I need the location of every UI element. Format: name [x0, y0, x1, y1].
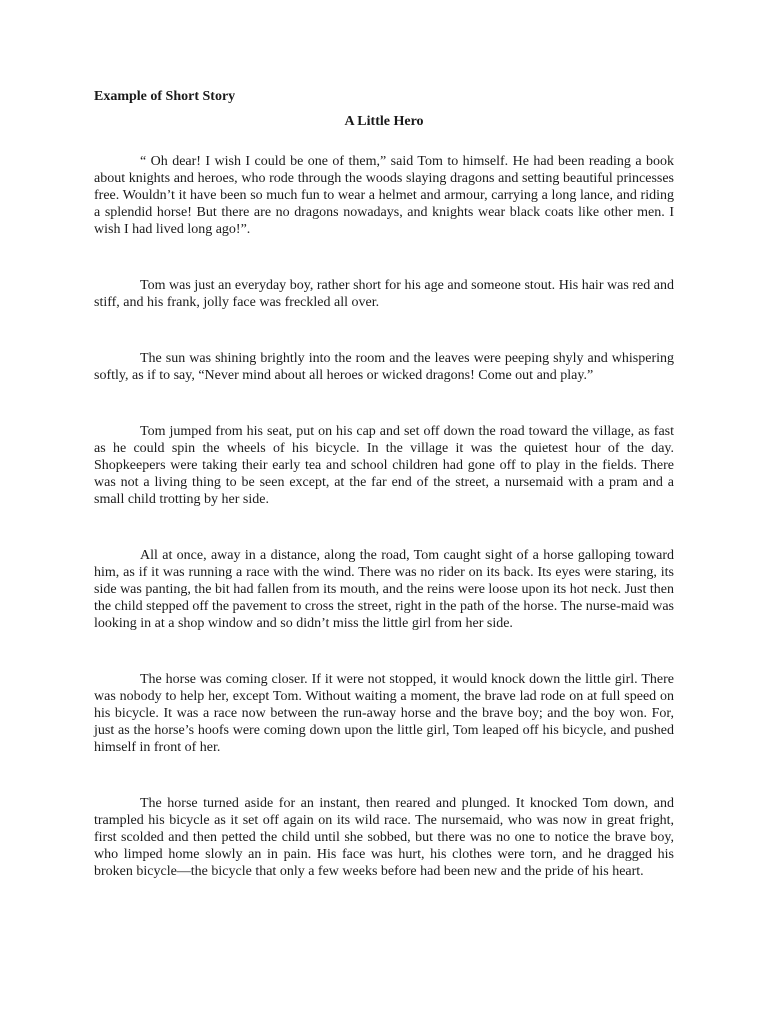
story-paragraph-5: All at once, away in a distance, along the road, Tom caught sight of a horse galloping toward him, as if it was running a race with the wind. There was no rider on its back. Its eyes were staring, its side was panting, the bit had fallen from its mouth, and the reins were loose upon its hot neck. Just then the child stepped off the pavement to cross the street, right in the path of the horse. The nurse-maid was looking in at a shop window and so didn’t miss the little girl from her side.: [94, 548, 674, 631]
story-paragraph-1: “ Oh dear! I wish I could be one of them,” said Tom to himself. He had been reading a book about knights and heroes, who rode through the woods slaying dragons and setting beautiful princesses free. Wouldn’t it have been so much fun to wear a helmet and armour, carrying a long lance, and riding a splendid horse! But there are no dragons nowadays, and knights wear black coats like other men. I wish I had lived long ago!”.: [94, 154, 674, 237]
story-paragraph-2: Tom was just an everyday boy, rather short for his age and someone stout. His hair was red and stiff, and his frank, jolly face was freckled all over.: [94, 278, 674, 310]
document-label: Example of Short Story: [94, 89, 236, 104]
document-page: [94, 88, 674, 880]
story-paragraph-6: The horse was coming closer. If it were not stopped, it would knock down the little girl. There was nobody to help her, except Tom. Without waiting a moment, the brave lad rode on at full speed on his bicycle. It was a race now between the run-away horse and the brave boy; and the boy won. For, just as the horse’s hoofs were coming down upon the little girl, Tom leaped off his bicycle, and pushed himself in front of her.: [94, 672, 674, 755]
story-title: A Little Hero: [344, 114, 424, 129]
story-paragraph-7: The horse turned aside for an instant, then reared and plunged. It knocked Tom down, and trampled his bicycle as it set off again on its wild race. The nursemaid, who was now in great fright, first scolded and then petted the child until she sobbed, but there was no one to notice the brave boy, who limped home slowly an in pain. His face was hurt, his clothes were torn, and he dragged his broken bicycle—the bicycle that only a few weeks before had been new and the pride of his heart.: [94, 796, 674, 879]
story-paragraph-3: The sun was shining brightly into the room and the leaves were peeping shyly and whispering softly, as if to say, “Never mind about all heroes or wicked dragons! Come out and play.”: [94, 351, 674, 383]
story-paragraph-4: Tom jumped from his seat, put on his cap and set off down the road toward the village, as fast as he could spin the wheels of his bicycle. In the village it was the quietest hour of the day. Shopkeepers were taking their early tea and school children had gone off to play in the fields. There was not a living thing to be seen except, at the far end of the street, a nursemaid with a pram and a small child trotting by her side.: [94, 424, 674, 507]
